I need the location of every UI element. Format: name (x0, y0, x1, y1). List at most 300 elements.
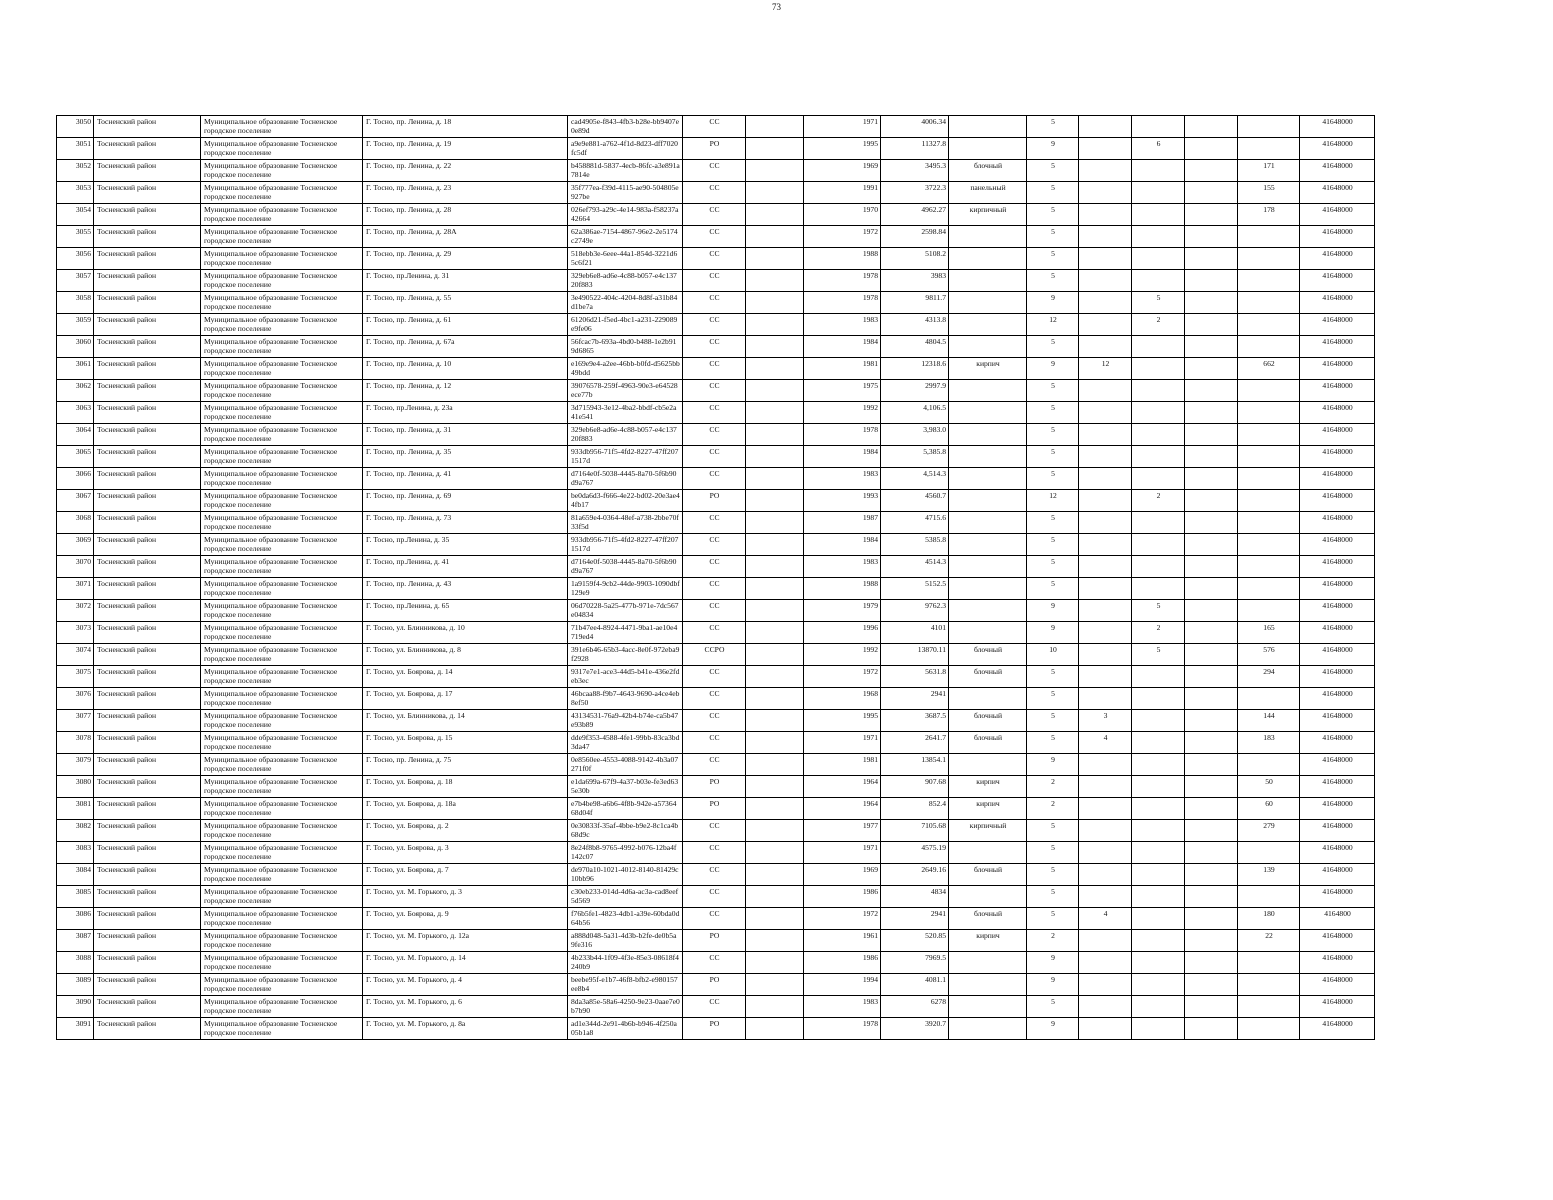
cell-address: Г. Тосно, ул. Боярова, д. 18 (363, 776, 568, 798)
cell-empty-col-a (746, 930, 804, 952)
table-row (57, 622, 1375, 644)
cell-floors: 5 (1027, 908, 1079, 930)
cell-ownership-code: СС (683, 578, 746, 600)
cell-district: Тосненский район (94, 160, 201, 182)
cell-lifts (1132, 798, 1185, 820)
cell-record-number: 3059 (57, 314, 94, 336)
cell-lifts (1132, 710, 1185, 732)
cell-lifts (1132, 116, 1185, 138)
cell-empty-col-a (746, 314, 804, 336)
cell-address: Г. Тосно, пр.Ленина, д. 41 (363, 556, 568, 578)
table-row (57, 512, 1375, 534)
cell-residents (1238, 314, 1300, 336)
cell-municipality: Муниципальное образование Тосненское городское поселение (201, 402, 363, 424)
cell-district: Тосненский район (94, 204, 201, 226)
cell-district: Тосненский район (94, 996, 201, 1018)
cell-municipality: Муниципальное образование Тосненское городское поселение (201, 270, 363, 292)
table-row (57, 578, 1375, 600)
cell-municipality: Муниципальное образование Тосненское городское поселение (201, 160, 363, 182)
cell-floors: 9 (1027, 974, 1079, 996)
cell-municipality: Муниципальное образование Тосненское городское поселение (201, 182, 363, 204)
cell-municipality: Муниципальное образование Тосненское городское поселение (201, 336, 363, 358)
cell-residents: 171 (1238, 160, 1300, 182)
cell-record-number: 3065 (57, 446, 94, 468)
cell-entrances (1079, 402, 1132, 424)
cell-oktmo-code: 41648000 (1300, 446, 1375, 468)
cell-residents (1238, 754, 1300, 776)
cell-lifts: 5 (1132, 600, 1185, 622)
cell-lifts (1132, 908, 1185, 930)
table-row (57, 996, 1375, 1018)
cell-wall-material (949, 622, 1027, 644)
cell-entrances (1079, 776, 1132, 798)
cell-empty-col-b (1185, 1018, 1238, 1040)
cell-residents: 139 (1238, 864, 1300, 886)
table-row (57, 380, 1375, 402)
cell-lifts (1132, 1018, 1185, 1040)
cell-district: Тосненский район (94, 138, 201, 160)
cell-empty-col-b (1185, 314, 1238, 336)
cell-district: Тосненский район (94, 732, 201, 754)
cell-floors: 5 (1027, 512, 1079, 534)
cell-oktmo-code: 41648000 (1300, 776, 1375, 798)
cell-empty-col-a (746, 182, 804, 204)
cell-fias-guid: 1a9159f4-9cb2-44de-9903-1090dbf129e9 (568, 578, 683, 600)
cell-floors: 2 (1027, 776, 1079, 798)
cell-ownership-code: СС (683, 666, 746, 688)
cell-residents (1238, 974, 1300, 996)
cell-record-number: 3058 (57, 292, 94, 314)
cell-build-year: 1994 (804, 974, 881, 996)
cell-wall-material (949, 600, 1027, 622)
cell-municipality: Муниципальное образование Тосненское городское поселение (201, 314, 363, 336)
cell-record-number: 3073 (57, 622, 94, 644)
cell-area: 2649.16 (881, 864, 949, 886)
cell-record-number: 3081 (57, 798, 94, 820)
cell-ownership-code: СС (683, 380, 746, 402)
cell-ownership-code: СС (683, 160, 746, 182)
cell-build-year: 1969 (804, 160, 881, 182)
cell-lifts (1132, 182, 1185, 204)
cell-floors: 5 (1027, 886, 1079, 908)
cell-municipality: Муниципальное образование Тосненское городское поселение (201, 556, 363, 578)
table-row (57, 292, 1375, 314)
cell-oktmo-code: 41648000 (1300, 336, 1375, 358)
cell-fias-guid: b458881d-5837-4ecb-86fc-a3e891a7814e (568, 160, 683, 182)
cell-ownership-code: РО (683, 974, 746, 996)
cell-wall-material (949, 1018, 1027, 1040)
cell-district: Тосненский район (94, 182, 201, 204)
cell-lifts (1132, 732, 1185, 754)
cell-build-year: 1978 (804, 292, 881, 314)
cell-entrances (1079, 424, 1132, 446)
cell-area: 520.85 (881, 930, 949, 952)
cell-district: Тосненский район (94, 754, 201, 776)
cell-residents (1238, 556, 1300, 578)
cell-ownership-code: СС (683, 754, 746, 776)
cell-district: Тосненский район (94, 314, 201, 336)
table-body (57, 116, 1375, 1040)
cell-wall-material: блочный (949, 908, 1027, 930)
cell-build-year: 1984 (804, 534, 881, 556)
cell-ownership-code: СС (683, 468, 746, 490)
cell-floors: 5 (1027, 446, 1079, 468)
cell-oktmo-code: 41648000 (1300, 292, 1375, 314)
table-row (57, 710, 1375, 732)
cell-empty-col-a (746, 732, 804, 754)
cell-ownership-code: СС (683, 248, 746, 270)
cell-empty-col-a (746, 138, 804, 160)
cell-residents (1238, 424, 1300, 446)
cell-area: 4081.1 (881, 974, 949, 996)
cell-build-year: 1988 (804, 578, 881, 600)
cell-residents (1238, 996, 1300, 1018)
cell-fias-guid: 3d715943-3e12-4ba2-bbdf-cb5e2a41e541 (568, 402, 683, 424)
cell-lifts (1132, 952, 1185, 974)
cell-municipality: Муниципальное образование Тосненское городское поселение (201, 512, 363, 534)
cell-wall-material (949, 226, 1027, 248)
cell-empty-col-b (1185, 820, 1238, 842)
cell-record-number: 3056 (57, 248, 94, 270)
cell-area: 4575.19 (881, 842, 949, 864)
cell-lifts (1132, 886, 1185, 908)
cell-empty-col-a (746, 666, 804, 688)
table-row (57, 600, 1375, 622)
cell-oktmo-code: 41648000 (1300, 490, 1375, 512)
cell-area: 4006.34 (881, 116, 949, 138)
cell-empty-col-b (1185, 226, 1238, 248)
cell-area: 4,106.5 (881, 402, 949, 424)
cell-floors: 5 (1027, 864, 1079, 886)
cell-build-year: 1981 (804, 754, 881, 776)
cell-record-number: 3084 (57, 864, 94, 886)
cell-build-year: 1983 (804, 314, 881, 336)
cell-ownership-code: СС (683, 864, 746, 886)
cell-residents (1238, 1018, 1300, 1040)
cell-ownership-code: СС (683, 908, 746, 930)
cell-ownership-code: РО (683, 490, 746, 512)
table-row (57, 314, 1375, 336)
cell-record-number: 3089 (57, 974, 94, 996)
cell-lifts (1132, 336, 1185, 358)
cell-lifts (1132, 842, 1185, 864)
cell-residents (1238, 688, 1300, 710)
cell-residents (1238, 578, 1300, 600)
cell-empty-col-b (1185, 160, 1238, 182)
cell-floors: 12 (1027, 490, 1079, 512)
cell-entrances: 4 (1079, 732, 1132, 754)
cell-ownership-code: РО (683, 138, 746, 160)
cell-ownership-code: СС (683, 226, 746, 248)
cell-empty-col-a (746, 512, 804, 534)
cell-fias-guid: d7164e0f-5038-4445-8a70-5f6b90d9a767 (568, 468, 683, 490)
cell-address: Г. Тосно, пр.Ленина, д. 23а (363, 402, 568, 424)
cell-empty-col-b (1185, 512, 1238, 534)
cell-floors: 5 (1027, 688, 1079, 710)
cell-build-year: 1983 (804, 996, 881, 1018)
cell-ownership-code: СС (683, 292, 746, 314)
cell-empty-col-b (1185, 798, 1238, 820)
cell-address: Г. Тосно, пр.Ленина, д. 35 (363, 534, 568, 556)
cell-ownership-code: СС (683, 424, 746, 446)
cell-address: Г. Тосно, пр.Ленина, д. 65 (363, 600, 568, 622)
cell-record-number: 3078 (57, 732, 94, 754)
cell-fias-guid: 3e490522-404c-4204-8d8f-a31b84d1be7a (568, 292, 683, 314)
cell-build-year: 1986 (804, 952, 881, 974)
cell-floors: 5 (1027, 248, 1079, 270)
cell-entrances (1079, 622, 1132, 644)
cell-municipality: Муниципальное образование Тосненское городское поселение (201, 666, 363, 688)
cell-area: 4514.3 (881, 556, 949, 578)
cell-district: Тосненский район (94, 666, 201, 688)
cell-entrances (1079, 842, 1132, 864)
cell-record-number: 3080 (57, 776, 94, 798)
cell-area: 13854.1 (881, 754, 949, 776)
cell-empty-col-b (1185, 600, 1238, 622)
cell-floors: 5 (1027, 116, 1079, 138)
cell-residents: 662 (1238, 358, 1300, 380)
cell-floors: 5 (1027, 578, 1079, 600)
cell-empty-col-a (746, 820, 804, 842)
cell-residents (1238, 292, 1300, 314)
cell-entrances (1079, 864, 1132, 886)
cell-address: Г. Тосно, пр. Ленина, д. 28А (363, 226, 568, 248)
cell-fias-guid: 391e6b46-65b3-4acc-8e0f-972eba9f2928 (568, 644, 683, 666)
cell-oktmo-code: 41648000 (1300, 1018, 1375, 1040)
cell-fias-guid: ad1e344d-2e91-4b6b-b946-4f250a05b1a8 (568, 1018, 683, 1040)
cell-oktmo-code: 4164800 (1300, 908, 1375, 930)
cell-district: Тосненский район (94, 336, 201, 358)
cell-empty-col-a (746, 424, 804, 446)
cell-address: Г. Тосно, ул. Боярова, д. 7 (363, 864, 568, 886)
cell-floors: 9 (1027, 1018, 1079, 1040)
cell-fias-guid: a888d048-5a31-4d3b-b2fe-de0b5a9fe316 (568, 930, 683, 952)
cell-district: Тосненский район (94, 644, 201, 666)
cell-wall-material (949, 314, 1027, 336)
cell-oktmo-code: 41648000 (1300, 578, 1375, 600)
cell-record-number: 3061 (57, 358, 94, 380)
cell-empty-col-b (1185, 886, 1238, 908)
cell-fias-guid: e7b4be98-a6b6-4f8b-942e-a5736468d04f (568, 798, 683, 820)
cell-area: 3983 (881, 270, 949, 292)
cell-municipality: Муниципальное образование Тосненское городское поселение (201, 952, 363, 974)
cell-address: Г. Тосно, ул. М. Горького, д. 3 (363, 886, 568, 908)
cell-address: Г. Тосно, пр. Ленина, д. 29 (363, 248, 568, 270)
cell-residents (1238, 248, 1300, 270)
cell-fias-guid: 518ebb3e-6eee-44a1-854d-3221d65c6f21 (568, 248, 683, 270)
cell-ownership-code: СС (683, 336, 746, 358)
cell-build-year: 1983 (804, 556, 881, 578)
cell-oktmo-code: 41648000 (1300, 864, 1375, 886)
cell-build-year: 1969 (804, 864, 881, 886)
table-row (57, 226, 1375, 248)
cell-district: Тосненский район (94, 402, 201, 424)
cell-address: Г. Тосно, пр. Ленина, д. 55 (363, 292, 568, 314)
cell-municipality: Муниципальное образование Тосненское городское поселение (201, 908, 363, 930)
cell-wall-material (949, 556, 1027, 578)
cell-build-year: 1987 (804, 512, 881, 534)
cell-ownership-code: СС (683, 556, 746, 578)
cell-empty-col-b (1185, 468, 1238, 490)
cell-record-number: 3082 (57, 820, 94, 842)
cell-build-year: 1972 (804, 226, 881, 248)
cell-empty-col-b (1185, 952, 1238, 974)
cell-district: Тосненский район (94, 226, 201, 248)
cell-empty-col-b (1185, 666, 1238, 688)
cell-wall-material: блочный (949, 732, 1027, 754)
cell-ownership-code: СС (683, 886, 746, 908)
cell-floors: 5 (1027, 996, 1079, 1018)
cell-oktmo-code: 41648000 (1300, 512, 1375, 534)
cell-build-year: 1964 (804, 776, 881, 798)
cell-empty-col-b (1185, 688, 1238, 710)
cell-municipality: Муниципальное образование Тосненское городское поселение (201, 138, 363, 160)
cell-ownership-code: СС (683, 116, 746, 138)
cell-fias-guid: 61206d21-f5ed-4bc1-a231-229089e9fe06 (568, 314, 683, 336)
cell-fias-guid: 56fcac7b-693a-4bd0-b488-1e2b919d6865 (568, 336, 683, 358)
cell-address: Г. Тосно, пр.Ленина, д. 31 (363, 270, 568, 292)
cell-area: 3687.5 (881, 710, 949, 732)
cell-district: Тосненский район (94, 864, 201, 886)
cell-entrances (1079, 490, 1132, 512)
cell-area: 11327.8 (881, 138, 949, 160)
cell-residents: 294 (1238, 666, 1300, 688)
cell-oktmo-code: 41648000 (1300, 996, 1375, 1018)
cell-lifts (1132, 666, 1185, 688)
cell-build-year: 1978 (804, 270, 881, 292)
cell-entrances (1079, 974, 1132, 996)
cell-fias-guid: f76b5fe1-4823-4db1-a39e-60bda0d64b56 (568, 908, 683, 930)
cell-address: Г. Тосно, пр. Ленина, д. 22 (363, 160, 568, 182)
cell-wall-material (949, 754, 1027, 776)
cell-area: 5385.8 (881, 534, 949, 556)
cell-record-number: 3072 (57, 600, 94, 622)
cell-fias-guid: d7164e0f-5038-4445-8a70-5f6b90d9a767 (568, 556, 683, 578)
cell-entrances (1079, 270, 1132, 292)
cell-ownership-code: СС (683, 600, 746, 622)
cell-empty-col-a (746, 226, 804, 248)
housing-registry-table (56, 115, 1375, 1040)
cell-entrances (1079, 688, 1132, 710)
cell-empty-col-a (746, 578, 804, 600)
cell-fias-guid: 9317e7e1-ace3-44d5-b41e-436e2fdeb3ec (568, 666, 683, 688)
cell-entrances (1079, 138, 1132, 160)
cell-record-number: 3076 (57, 688, 94, 710)
cell-area: 12318.6 (881, 358, 949, 380)
cell-residents (1238, 952, 1300, 974)
cell-municipality: Муниципальное образование Тосненское городское поселение (201, 578, 363, 600)
cell-municipality: Муниципальное образование Тосненское городское поселение (201, 600, 363, 622)
cell-district: Тосненский район (94, 424, 201, 446)
cell-wall-material (949, 138, 1027, 160)
cell-floors: 9 (1027, 952, 1079, 974)
table-row (57, 952, 1375, 974)
table-row (57, 182, 1375, 204)
cell-fias-guid: 46bcaa88-f9b7-4643-9690-a4ce4eb8ef50 (568, 688, 683, 710)
cell-lifts: 2 (1132, 622, 1185, 644)
cell-area: 9811.7 (881, 292, 949, 314)
cell-empty-col-b (1185, 622, 1238, 644)
cell-area: 5108.2 (881, 248, 949, 270)
cell-floors: 2 (1027, 798, 1079, 820)
table-row (57, 908, 1375, 930)
cell-ownership-code: СС (683, 622, 746, 644)
cell-area: 2941 (881, 688, 949, 710)
cell-lifts: 5 (1132, 292, 1185, 314)
cell-district: Тосненский район (94, 974, 201, 996)
cell-wall-material: блочный (949, 160, 1027, 182)
cell-district: Тосненский район (94, 1018, 201, 1040)
cell-address: Г. Тосно, пр. Ленина, д. 10 (363, 358, 568, 380)
cell-entrances (1079, 952, 1132, 974)
cell-empty-col-b (1185, 380, 1238, 402)
cell-ownership-code: СС (683, 820, 746, 842)
cell-oktmo-code: 41648000 (1300, 534, 1375, 556)
cell-ownership-code: ССРО (683, 644, 746, 666)
cell-fias-guid: 0e30833f-35af-4bbe-b9e2-8c1ca4b68d9c (568, 820, 683, 842)
cell-wall-material (949, 886, 1027, 908)
cell-record-number: 3079 (57, 754, 94, 776)
cell-floors: 5 (1027, 204, 1079, 226)
cell-entrances (1079, 512, 1132, 534)
cell-lifts (1132, 358, 1185, 380)
cell-oktmo-code: 41648000 (1300, 468, 1375, 490)
cell-empty-col-a (746, 886, 804, 908)
cell-oktmo-code: 41648000 (1300, 402, 1375, 424)
cell-municipality: Муниципальное образование Тосненское городское поселение (201, 424, 363, 446)
cell-district: Тосненский район (94, 688, 201, 710)
cell-ownership-code: СС (683, 182, 746, 204)
cell-residents (1238, 446, 1300, 468)
cell-record-number: 3063 (57, 402, 94, 424)
cell-area: 13870.11 (881, 644, 949, 666)
cell-entrances (1079, 204, 1132, 226)
cell-floors: 9 (1027, 138, 1079, 160)
cell-wall-material (949, 578, 1027, 600)
cell-build-year: 1978 (804, 424, 881, 446)
cell-area: 3,983.0 (881, 424, 949, 446)
cell-fias-guid: 06d70228-5a25-477b-971e-7dc567e04834 (568, 600, 683, 622)
cell-entrances (1079, 754, 1132, 776)
cell-build-year: 1978 (804, 1018, 881, 1040)
cell-build-year: 1995 (804, 138, 881, 160)
cell-residents (1238, 116, 1300, 138)
cell-floors: 9 (1027, 600, 1079, 622)
cell-empty-col-b (1185, 974, 1238, 996)
cell-oktmo-code: 41648000 (1300, 754, 1375, 776)
cell-municipality: Муниципальное образование Тосненское городское поселение (201, 116, 363, 138)
cell-district: Тосненский район (94, 622, 201, 644)
cell-lifts (1132, 776, 1185, 798)
cell-empty-col-a (746, 644, 804, 666)
cell-residents (1238, 512, 1300, 534)
table-row (57, 270, 1375, 292)
table-row (57, 446, 1375, 468)
cell-area: 4834 (881, 886, 949, 908)
cell-area: 4101 (881, 622, 949, 644)
cell-entrances (1079, 886, 1132, 908)
cell-oktmo-code: 41648000 (1300, 622, 1375, 644)
cell-floors: 5 (1027, 380, 1079, 402)
cell-area: 3495.3 (881, 160, 949, 182)
cell-district: Тосненский район (94, 820, 201, 842)
cell-fias-guid: de970a10-1021-4012-8140-81429c10bb96 (568, 864, 683, 886)
table-row (57, 556, 1375, 578)
cell-wall-material (949, 468, 1027, 490)
cell-empty-col-a (746, 534, 804, 556)
cell-residents: 279 (1238, 820, 1300, 842)
cell-record-number: 3087 (57, 930, 94, 952)
